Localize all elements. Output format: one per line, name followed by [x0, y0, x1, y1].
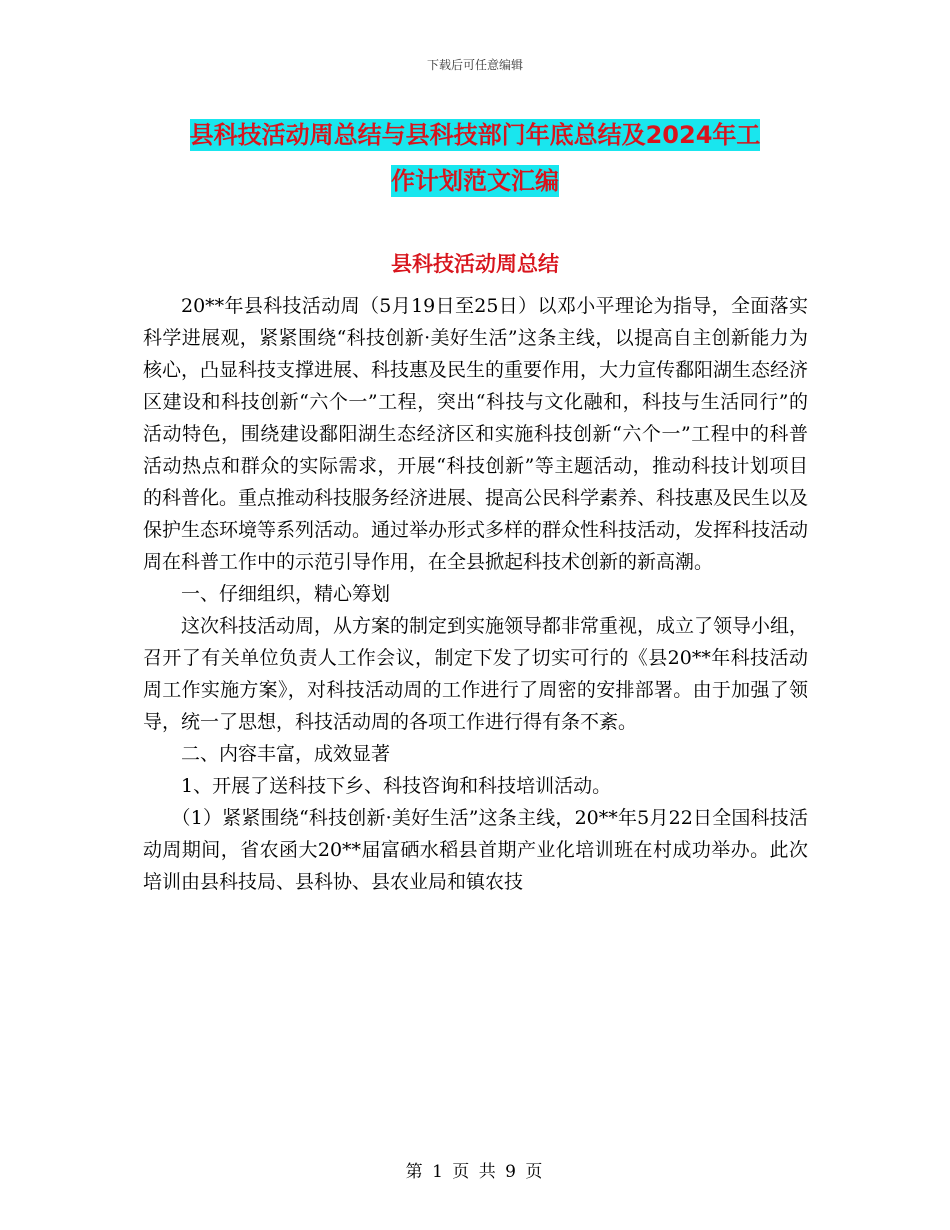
paragraph-item-1: 1、开展了送科技下乡、科技咨询和科技培训活动。 [181, 775, 612, 797]
header-note: 下载后可任意编辑 [426, 58, 523, 72]
paragraph-organize: 这次科技活动周，从方案的制定到实施领导都非常重视，成立了领导小组，召开了有关单位负责人工作会议，制定下发了切实可行的《县20**年科技活动周工作实施方案》，对科技活动周的工作进行了周密的安排部署。由于加强了领导，统一了思想，科技活动周的各项工作进行得有条不紊。 [143, 615, 809, 733]
page-footer: 第 1 页 共 9 页 [405, 1162, 545, 1182]
heading-content: 二、内容丰富，成效显著 [181, 743, 391, 765]
heading-organize: 一、仔细组织，精心筹划 [181, 583, 391, 605]
title-line-1: 县科技活动周总结与县科技部门年底总结及2024年工 [189, 121, 761, 149]
paragraph-intro: 20**年县科技活动周（5月19日至25日）以邓小平理论为指导，全面落实科学进展观，紧紧围绕“科技创新·美好生活”这条主线，以提高自主创新能力为核心，凸显科技支撑进展、科技惠及民生的重要作用，大力宣传鄱阳湖生态经济区建设和科技创新“六个一”工程，突出“科技与文化融和，科技与生活同行”的活动特色，围绕建设鄱阳湖生态经济区和实施科技创新“六个一”工程中的科普活动热点和群众的实际需求，开展“科技创新”等主题活动，推动科技计划项目的科普化。重点推动科技服务经济进展、提高公民科学素养、科技惠及民生以及保护生态环境等系列活动。通过举办形式多样的群众性科技活动，发挥科技活动周在科普工作中的示范引导作用，在全县掀起科技术创新的新高潮。 [143, 295, 809, 573]
paragraph-item-1-1: （1）紧紧围绕“科技创新·美好生活”这条主线，20**年5月22日全国科技活动周期间，省农函大20**届富硒水稻县首期产业化培训班在村成功举办。此次培训由县科技局、县科协、县农业局和镇农技 [143, 807, 808, 893]
title-line-2: 作计划范文汇编 [391, 167, 559, 195]
section-title: 县科技活动周总结 [391, 252, 559, 276]
document-title [140, 112, 810, 204]
document-body [143, 290, 808, 898]
